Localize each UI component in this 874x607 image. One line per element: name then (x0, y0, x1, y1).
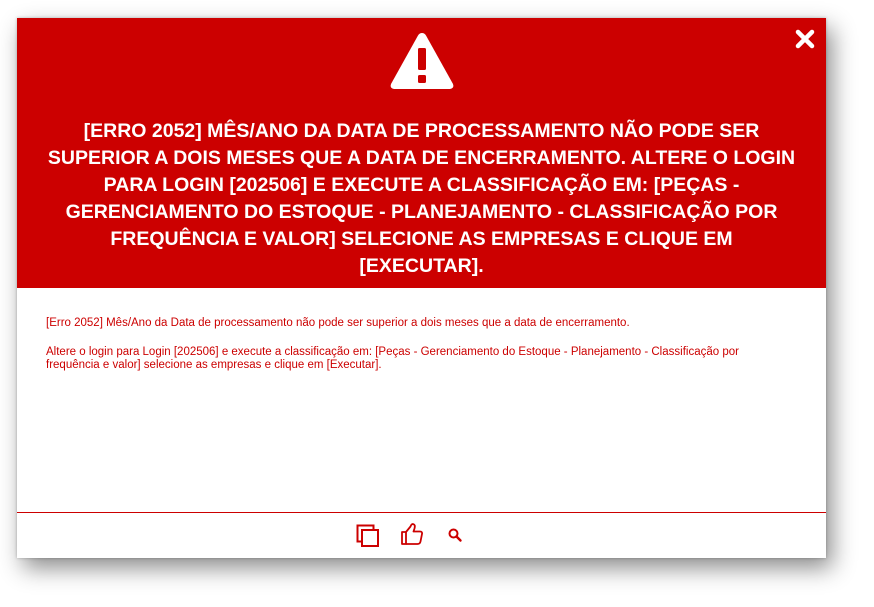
error-header (17, 18, 826, 288)
thumbs-up-icon (400, 522, 424, 546)
warning-icon (388, 30, 456, 92)
error-title: [ERRO 2052] MÊS/ANO DA DATA DE PROCESSAMENTO NÃO PODE SER SUPERIOR A DOIS MESES QUE A DATA DE ENCERRAMENTO. ALTERE O LOGIN PARA LOGIN [202506] E EXECUTE A CLASSIFICAÇÃO EM: [PEÇAS - GERENCIAMENTO DO ESTOQUE - PLANEJAMENTO - CLASSIFICAÇÃO POR FREQUÊNCIA E VALOR] SELECIONE AS EMPRESAS E CLIQUE EM [EXECUTAR]. (47, 120, 796, 277)
search-icon (447, 527, 463, 543)
search-button[interactable] (447, 527, 463, 543)
dialog-footer (17, 512, 826, 558)
copy-icon (355, 524, 381, 548)
copy-button[interactable] (355, 524, 381, 548)
close-icon (794, 28, 816, 50)
error-message-line-1: [Erro 2052] Mês/Ano da Data de processamento não pode ser superior a dois meses que a data de encerramento. (46, 317, 630, 329)
like-button[interactable] (400, 522, 424, 546)
error-body (17, 288, 826, 512)
error-dialog (17, 18, 826, 558)
error-message-line-2: Altere o login para Login [202506] e execute a classificação em: [Peças - Gerenciamento do Estoque - Planejamento - Classificação por frequência e valor] selecione as empresas e clique em [Executar]. (46, 346, 739, 371)
close-button[interactable] (794, 28, 816, 50)
